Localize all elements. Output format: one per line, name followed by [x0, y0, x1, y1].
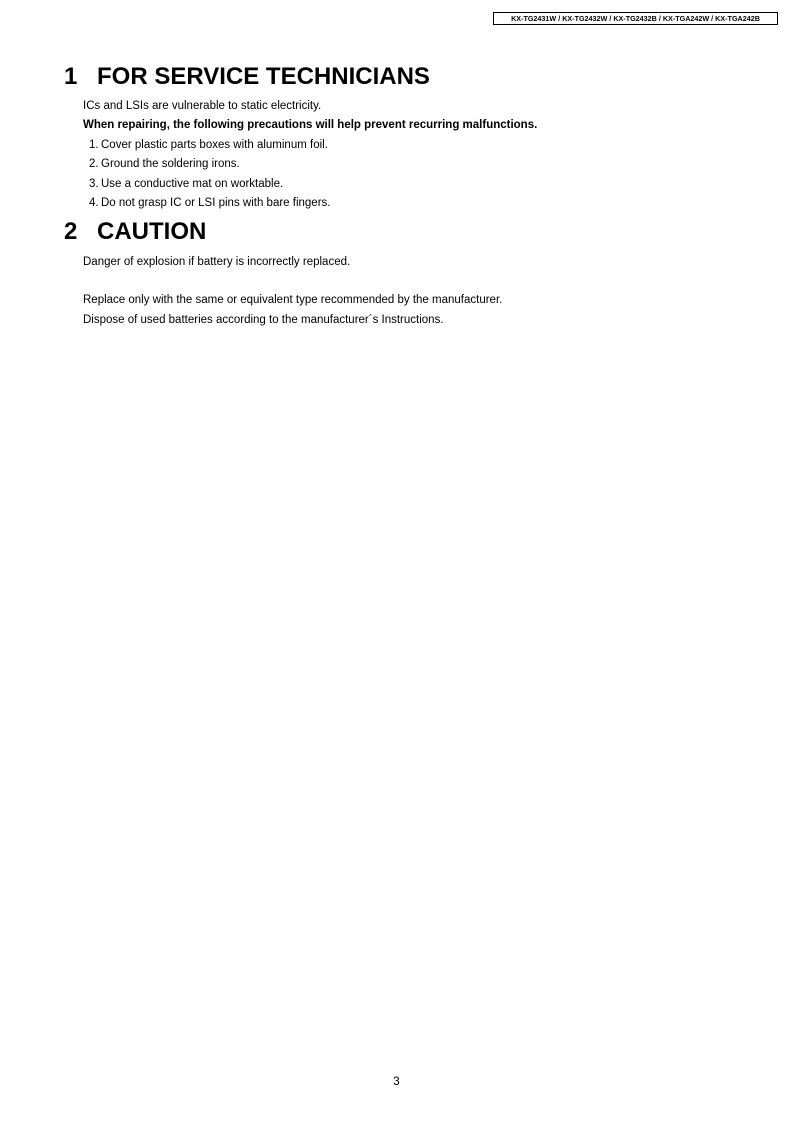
list-item-index: 4. [89, 197, 99, 209]
list-item [89, 138, 328, 152]
list-item-text: Ground the soldering irons. [101, 158, 240, 170]
caution-line: Dispose of used batteries according to the manufacturer´s Instructions. [83, 314, 444, 326]
caution-line: Replace only with the same or equivalent type recommended by the manufacturer. [83, 294, 503, 306]
caution-line: Danger of explosion if battery is incorrectly replaced. [83, 256, 351, 268]
section-1-heading [64, 63, 430, 91]
list-item-index: 1. [89, 139, 99, 151]
list-item [89, 196, 330, 210]
precaution-heading: When repairing, the following precautions will help prevent recurring malfunctions. [83, 119, 538, 131]
section-1-number: 1 [64, 63, 78, 90]
list-item-index: 3. [89, 178, 99, 190]
section-2-number: 2 [64, 218, 78, 245]
static-electricity-intro: ICs and LSIs are vulnerable to static electricity. [83, 100, 322, 112]
page-number: 3 [393, 1076, 400, 1088]
model-numbers-header: KX-TG2431W / KX-TG2432W / KX-TG2432B / KX-TGA242W / KX-TGA242B [493, 12, 778, 25]
list-item-text: Cover plastic parts boxes with aluminum foil. [101, 139, 328, 151]
section-2-title: CAUTION [97, 218, 207, 245]
list-item-text: Use a conductive mat on worktable. [101, 178, 284, 190]
section-2-heading [64, 218, 206, 246]
list-item-text: Do not grasp IC or LSI pins with bare fingers. [101, 197, 331, 209]
list-item [89, 157, 240, 171]
list-item-index: 2. [89, 158, 99, 170]
section-1-title: FOR SERVICE TECHNICIANS [97, 63, 430, 90]
list-item [89, 177, 283, 191]
